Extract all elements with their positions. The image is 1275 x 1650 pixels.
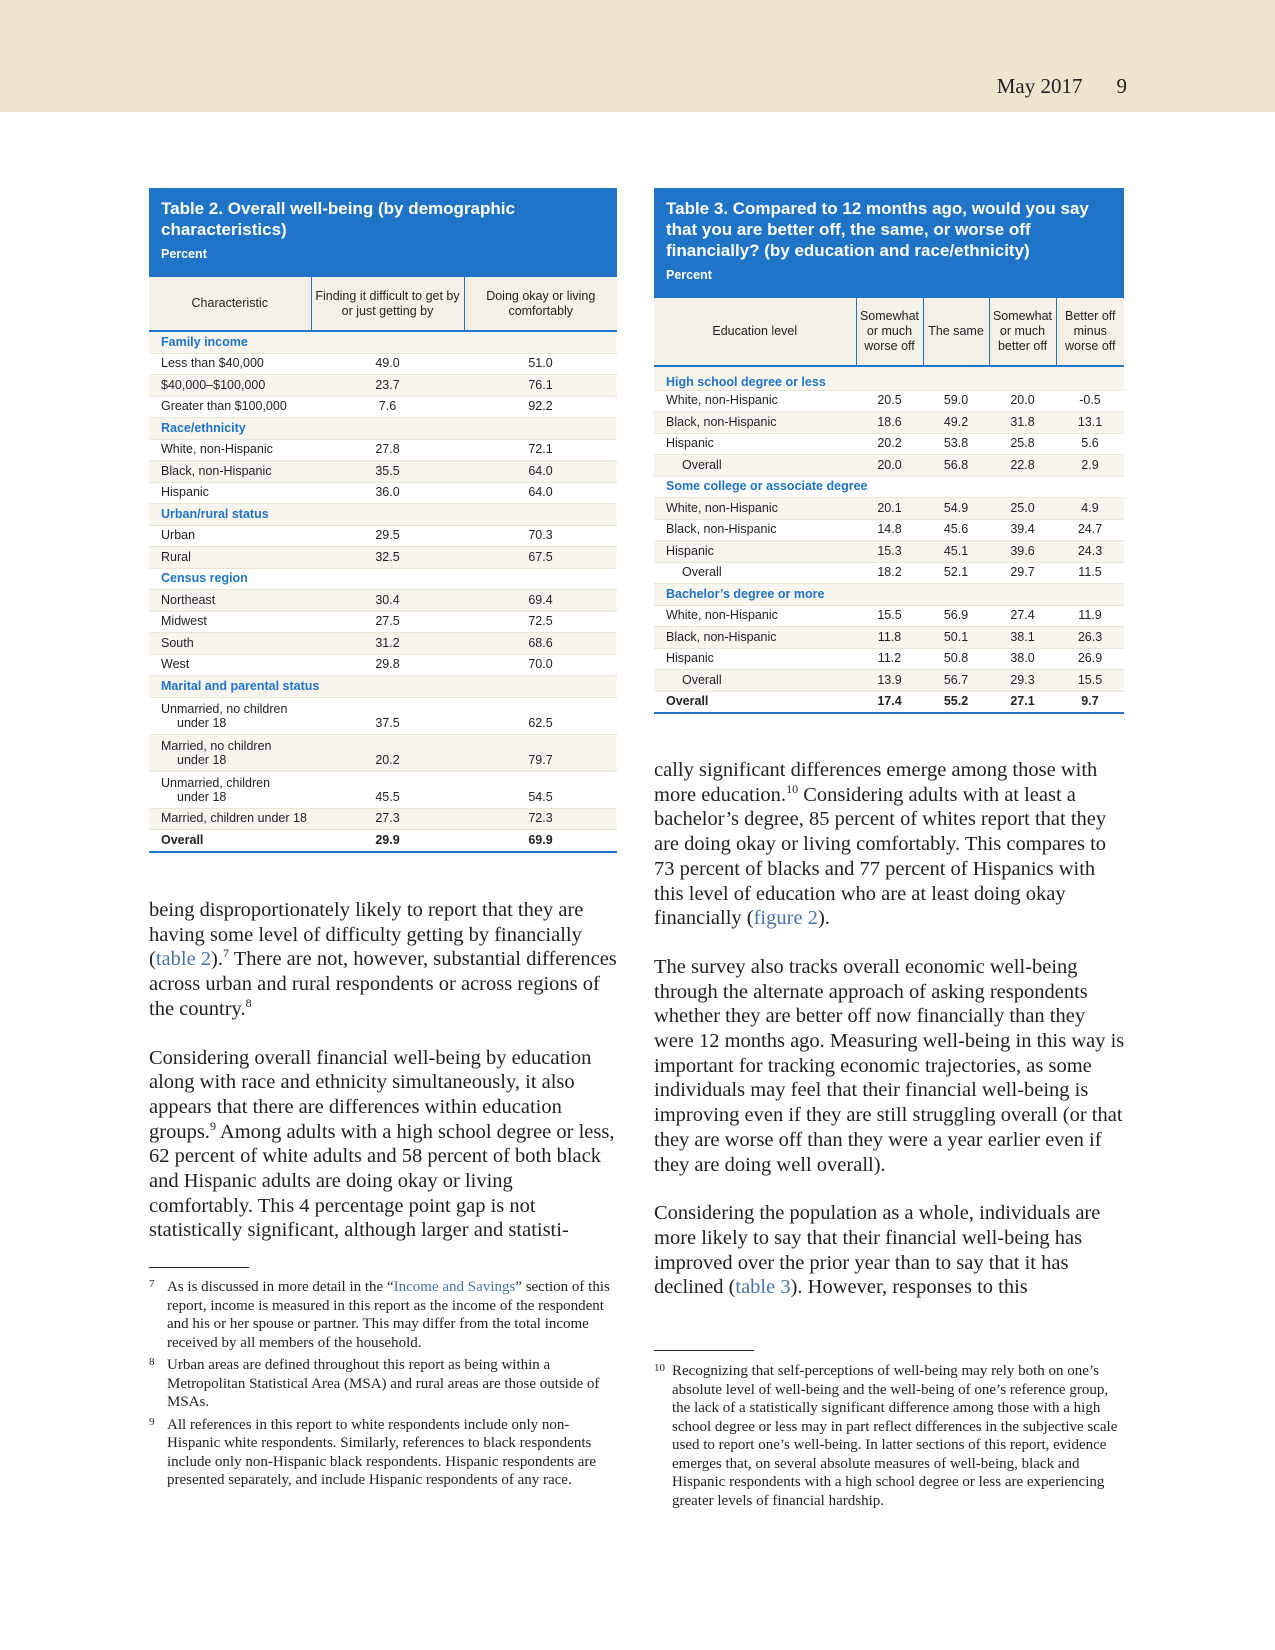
table-cell: 20.2 [856,433,923,455]
overall-row [654,691,1124,713]
footnotes-left [149,1278,619,1494]
body-left [149,898,621,1267]
footnote-rule [149,1267,249,1268]
table-cell: 54.9 [923,498,989,520]
table-cell: 38.0 [989,648,1056,670]
table-cell: 70.0 [464,654,617,676]
table-cell: 20.1 [856,498,923,520]
table-cell: 76.1 [464,375,617,397]
table-2 [149,188,617,853]
table-cell: 22.8 [989,455,1056,477]
body-right [654,758,1126,1324]
table-cell: White, non-Hispanic [654,605,856,627]
table-row [654,541,1124,563]
table-cell: 56.8 [923,455,989,477]
col-header: Somewhat or much worse off [856,298,923,366]
table-row [149,611,617,633]
section-row [654,476,1124,498]
table-cell: Rural [149,547,311,569]
table-cell: 13.1 [1056,412,1124,434]
footnote-rule [654,1350,754,1351]
table-row [149,547,617,569]
table-cell: 11.9 [1056,605,1124,627]
table-cell: Marital and parental status [149,676,617,698]
footnotes-right [654,1362,1126,1514]
table-cell: Hispanic [654,541,856,563]
table-row [149,808,617,830]
table-cell: 35.5 [311,461,464,483]
table-cell: 72.3 [464,808,617,830]
table-cell: 24.7 [1056,519,1124,541]
table-row [149,396,617,418]
table-cell: 25.8 [989,433,1056,455]
table-cell: 37.5 [311,697,464,734]
table-cell: 5.6 [1056,433,1124,455]
table-row [654,605,1124,627]
section-row [149,504,617,526]
page-header [997,74,1127,99]
table-row [149,525,617,547]
table-cell: 68.6 [464,633,617,655]
table-row [654,562,1124,584]
table-cell: 17.4 [856,691,923,713]
table-cell: Unmarried, children under 18 [149,771,311,808]
table-3-title: Table 3. Compared to 12 months ago, would you say that you are better off, the same, or worse off financially? (by education and race/ethnicity) [666,199,1089,260]
table-row [654,412,1124,434]
col-header: Doing okay or living comfortably [464,277,617,331]
table-cell: Black, non-Hispanic [654,412,856,434]
table-row [149,482,617,504]
table-cell: Family income [149,331,617,353]
table-cell: South [149,633,311,655]
table-cell: Urban/rural status [149,504,617,526]
footnote: 8 Urban areas are defined throughout this report as being within a Metropolitan Statistical Area (MSA) and rural areas are those outside of MSAs. [149,1356,600,1410]
table-cell: 54.5 [464,771,617,808]
table-cell: Midwest [149,611,311,633]
table-cell: Overall [149,830,311,852]
table-3 [654,188,1124,714]
table-cell: 53.8 [923,433,989,455]
table-cell: 62.5 [464,697,617,734]
table-cell: Black, non-Hispanic [654,519,856,541]
table-cell: 13.9 [856,670,923,692]
table-cell: Black, non-Hispanic [654,627,856,649]
table-cell: 9.7 [1056,691,1124,713]
col-header: Finding it difficult to get by or just getting by [311,277,464,331]
table-cell: 92.2 [464,396,617,418]
paragraph: Considering overall financial well-being by education along with race and ethnicity simultaneously, it also appears that there are differences within education groups.$^9$ Among adults with a high school degree or less, 62 percent of white adults and 58 percent of both black and Hispanic adults are doing okay or living comfortably. This 4 percentage point gap is not statistically significant, although larger and statisti- [149,1046,615,1242]
table-cell: Greater than $100,000 [149,396,311,418]
table-row [654,455,1124,477]
table-cell: 50.8 [923,648,989,670]
table-cell: 50.1 [923,627,989,649]
table-row [149,697,617,734]
footnote: 10 Recognizing that self-perceptions of well-being may rely both on one’s absolute level of well-being and the well-being of one’s reference group, the lack of a statistically significant difference among those with a high school degree or less may in part reflect differences in the subjective scale used to report one’s well-being. In latter sections of this report, evidence emerges that, on several absolute measures of well-being, black and Hispanic respondents with a high school degree or less are experiencing greater levels of financial hardship. [654,1362,1118,1509]
table-cell: 14.8 [856,519,923,541]
table-cell: 39.4 [989,519,1056,541]
table-cell: 7.6 [311,396,464,418]
table-cell: Census region [149,568,617,590]
table-cell: 27.1 [989,691,1056,713]
table-cell: Married, children under 18 [149,808,311,830]
table-cell: 55.2 [923,691,989,713]
table-cell: 26.9 [1056,648,1124,670]
table-3-title-bar [654,188,1124,298]
table-cell: 29.8 [311,654,464,676]
table-cell: Overall [654,562,856,584]
table-3-grid [654,298,1124,714]
col-header: The same [923,298,989,366]
table-cell: 27.3 [311,808,464,830]
table-row [149,375,617,397]
col-header: Somewhat or much better off [989,298,1056,366]
table-cell: 51.0 [464,353,617,375]
paragraph: Considering the population as a whole, individuals are more likely to say that their financial well-being has improved over the prior year than to say that it has declined (table 3). However, responses to this [654,1202,1101,1299]
table-cell: Overall [654,691,856,713]
table-cell: 20.0 [856,455,923,477]
table-cell: Northeast [149,590,311,612]
table-row [654,519,1124,541]
table-cell: Hispanic [654,433,856,455]
footnote: 7 As is discussed in more detail in the “Income and Savings” section of this report, income is measured in this report as the income of the respondent and his or her spouse or partner. This may differ from the total income received by all members of the household. [149,1278,610,1351]
table-cell: West [149,654,311,676]
paragraph: The survey also tracks overall economic well-being through the alternate approach of asking respondents whether they are better off now financially than they were 12 months ago. Measuring well-being in this way is important for tracking economic trajectories, as some individuals may feel that their financial well-being is improving even if they are still struggling overall (or that they are worse off than they were a year earlier even if they are doing well overall). [654,955,1125,1176]
section-row [149,676,617,698]
table-cell: 72.5 [464,611,617,633]
table-cell: 24.3 [1056,541,1124,563]
table-cell: 45.1 [923,541,989,563]
table-row [149,353,617,375]
overall-row [149,830,617,852]
table-cell: 56.7 [923,670,989,692]
col-header: Education level [654,298,856,366]
table-cell: Unmarried, no children under 18 [149,697,311,734]
table-2-title-bar [149,188,617,277]
section-row [654,584,1124,606]
link-income-and-savings[interactable]: Income and Savings [393,1279,516,1295]
table-cell: Bachelor’s degree or more [654,584,1124,606]
table-row [149,590,617,612]
table-cell: 2.9 [1056,455,1124,477]
table-cell: Overall [654,670,856,692]
paragraph: cally significant differences emerge among those with more education.$^{10}$ Considering adults with at least a bachelor’s degree, 85 percent of whites report that they are doing okay or living comfortably. This compares to 73 percent of blacks and 77 percent of Hispanics with this level of education who are at least doing okay financially (figure 2). [654,759,1107,930]
table-cell: Overall [654,455,856,477]
table-cell: Black, non-Hispanic [149,461,311,483]
table-cell: 20.5 [856,390,923,412]
table-cell: 31.2 [311,633,464,655]
table-2-title: Table 2. Overall well-being (by demographic characteristics) [161,199,515,239]
table-cell: 64.0 [464,461,617,483]
link-figure-2[interactable]: figure 2 [753,907,818,930]
table-cell: 20.2 [311,734,464,771]
table-cell: 72.1 [464,439,617,461]
table-cell: $40,000–$100,000 [149,375,311,397]
table-cell: Some college or associate degree [654,476,1124,498]
table-cell: 36.0 [311,482,464,504]
section-row [149,568,617,590]
table-cell: 23.7 [311,375,464,397]
table-2-unit: Percent [161,247,207,261]
table-cell: 27.8 [311,439,464,461]
col-header: Characteristic [149,277,311,331]
table-cell: 30.4 [311,590,464,612]
table-cell: Hispanic [149,482,311,504]
table-cell: 31.8 [989,412,1056,434]
table-cell: 26.3 [1056,627,1124,649]
table-cell: 20.0 [989,390,1056,412]
table-row [149,439,617,461]
section-row [654,366,1124,390]
table-row [654,390,1124,412]
link-table-3[interactable]: table 3 [735,1276,791,1299]
table-cell: White, non-Hispanic [654,390,856,412]
table-cell: 64.0 [464,482,617,504]
table-3-unit: Percent [666,268,712,282]
table-cell: 15.3 [856,541,923,563]
table-cell: 27.5 [311,611,464,633]
section-row [149,418,617,440]
section-row [149,331,617,353]
footnote: 9 All references in this report to white respondents include only non-Hispanic white respondents. Similarly, references to black respondents include only non-Hispanic black respondents. Hispanic respondents are presented separately, and include Hispanic respondents of any race. [149,1415,597,1488]
table-cell: -0.5 [1056,390,1124,412]
table-row [149,734,617,771]
table-cell: 38.1 [989,627,1056,649]
table-cell: 15.5 [1056,670,1124,692]
table-2-grid [149,277,617,853]
table-cell: 79.7 [464,734,617,771]
table-cell: 29.9 [311,830,464,852]
table-cell: Race/ethnicity [149,418,617,440]
table-cell: 32.5 [311,547,464,569]
table-cell: 39.6 [989,541,1056,563]
table-cell: 27.4 [989,605,1056,627]
table-cell: 25.0 [989,498,1056,520]
table-cell: 11.8 [856,627,923,649]
col-header: Better off minus worse off [1056,298,1124,366]
link-table-2[interactable]: table 2 [155,948,212,971]
table-cell: 4.9 [1056,498,1124,520]
table-cell: 52.1 [923,562,989,584]
table-cell: Married, no children under 18 [149,734,311,771]
table-row [149,654,617,676]
table-row [654,648,1124,670]
table-cell: High school degree or less [654,366,1124,390]
table-cell: 49.0 [311,353,464,375]
header-date: May 2017 [996,74,1083,98]
paragraph: being disproportionately likely to report that they are having some level of difficulty getting by financially (table 2).$^7$ There are not, however, substantial differences across urban and rural respondents or across regions of the country.$^8$ [149,899,617,1020]
table-cell: 67.5 [464,547,617,569]
table-cell: 49.2 [923,412,989,434]
table-cell: 69.9 [464,830,617,852]
table-cell: 70.3 [464,525,617,547]
table-cell: 29.3 [989,670,1056,692]
table-row [654,498,1124,520]
table-row [654,627,1124,649]
table-cell: 45.6 [923,519,989,541]
table-cell: 56.9 [923,605,989,627]
table-cell: 69.4 [464,590,617,612]
table-cell: 11.5 [1056,562,1124,584]
table-row [149,633,617,655]
table-cell: 18.2 [856,562,923,584]
table-cell: Less than $40,000 [149,353,311,375]
table-cell: 59.0 [923,390,989,412]
table-cell: 45.5 [311,771,464,808]
page-number: 9 [1116,74,1127,98]
table-row [654,670,1124,692]
table-row [149,461,617,483]
table-row [654,433,1124,455]
table-row [149,771,617,808]
table-cell: White, non-Hispanic [149,439,311,461]
table-cell: 11.2 [856,648,923,670]
table-cell: 29.5 [311,525,464,547]
table-cell: 18.6 [856,412,923,434]
table-cell: White, non-Hispanic [654,498,856,520]
table-cell: Urban [149,525,311,547]
table-cell: 29.7 [989,562,1056,584]
table-cell: Hispanic [654,648,856,670]
table-cell: 15.5 [856,605,923,627]
